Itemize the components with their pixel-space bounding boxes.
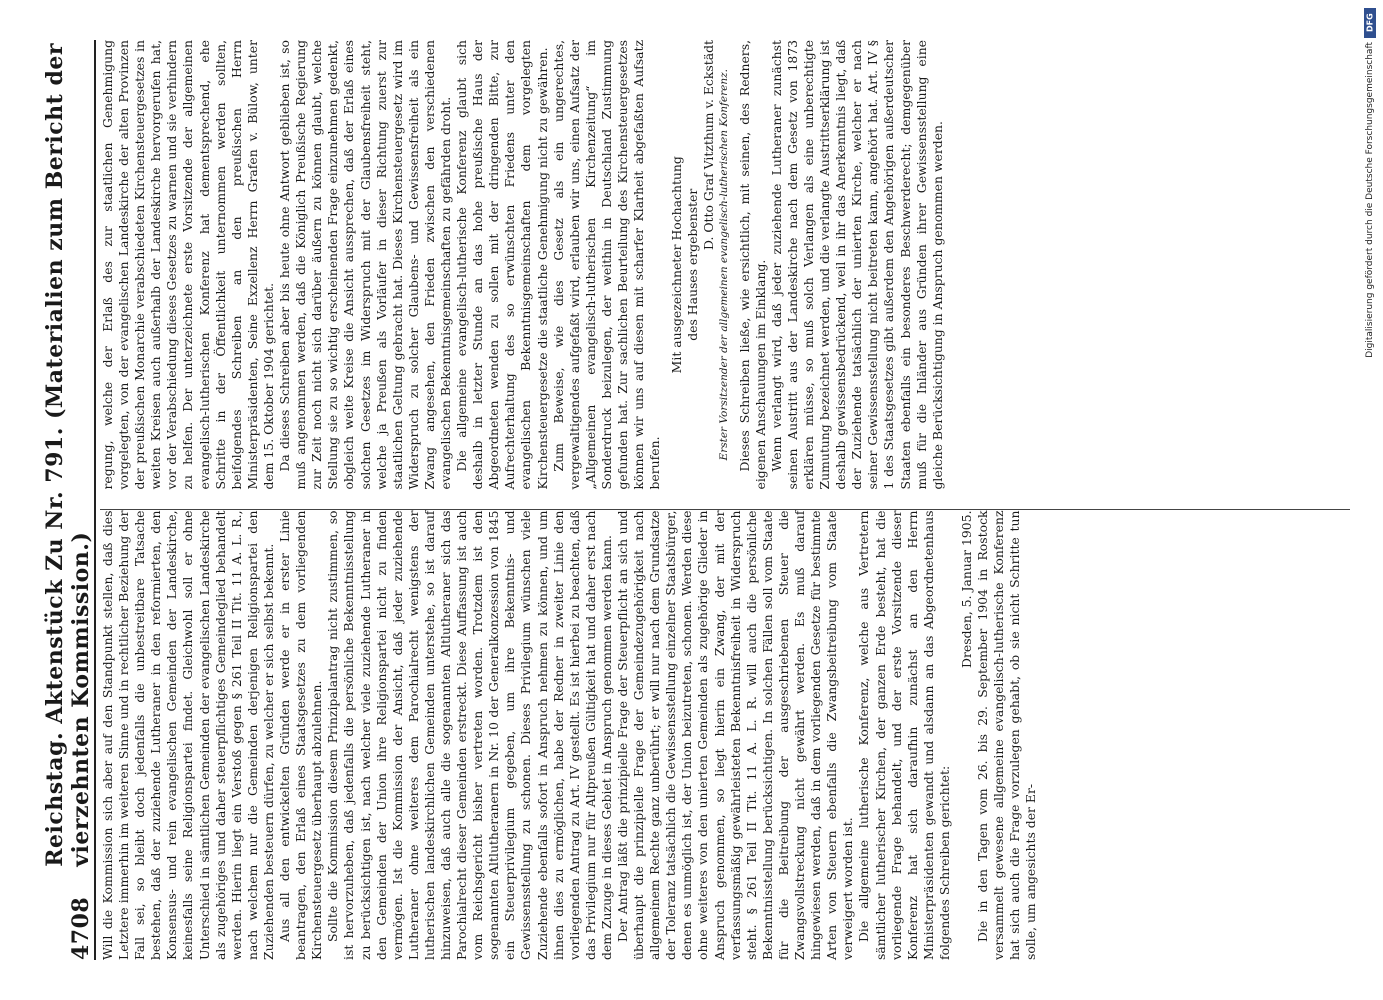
page-number: 4708 [68, 896, 94, 960]
text-columns [100, 40, 1350, 960]
dfg-logo: DFG [1364, 8, 1376, 38]
signature-title: Erster Vorsitzender der allgemeinen evangelisch-lutherischen Konferenz. [717, 69, 730, 461]
paragraph: Zum Beweise, wie dies Gesetz als ein ungerechtes, vergewaltigendes aufgefaßt wird, erlauben wir uns, einen Aufsatz der „Allgemeinen evangelisch-lutherischen Kirchenzeitung“ im Sonderdruck beizulegen, der weithin in Deutschland Zustimmung gefunden hat. Zur sachlichen Beurteilung des Kirchensteuergesetzes können wir uns auf diesen mit scharfer Klarheit abgefaßten Aufsatz berufen. [550, 39, 663, 490]
paragraph: Will die Kommission sich aber auf den Standpunkt stellen, daß dies Letztere immerhin im weiteren Sinne und in rechtlicher Beziehung der Fall sei, so bleibt doch jedenfalls die unbestreitbare Tatsache bestehen, daß der zuziehende Lutheraner in den reformierten, den Konsensus- und rein evangelischen Gemeinden der Landeskirche, keinesfalls seine Religionspartei findet. Gleichwohl soll er ohne Unterschied in sämtlichen Gemeinden der evangelischen Landeskirche als zugehöriges und daher steuerpflichtiges Gemeindeglied behandelt werden. Hierin liegt ein Verstoß gegen § 261 Teil II Tit. 11 A. L. R., nach welchem nur die Gemeinden derjenigen Religionspartei den Zuziehenden besteuern dürfen, zu welcher er sich selbst bekennt. [100, 510, 276, 960]
dateline: Dresden, 5. Januar 1905. [958, 510, 974, 668]
column-divider [100, 490, 1350, 511]
closing-phrase: des Hauses ergebenster [685, 188, 701, 341]
paragraph: Aus all den entwickelten Gründen werde er in erster Linie beantragen, den Erlaß eines Staatsgesetzes zu dem vorliegenden Kirchensteuergesetz überhaupt abzulehnen. [277, 510, 325, 960]
right-column [100, 40, 1350, 490]
paragraph: Die in den Tagen vom 26. bis 29. September 1904 in Rostock versammelt gewesene allgemeine evangelisch-lutherische Konferenz hat sich auch die Frage vorzulegen gehabt, ob sie nicht Schritte tun solle, um angesichts der Er- [975, 510, 1039, 960]
paragraph: Da dieses Schreiben aber bis heute ohne Antwort geblieben ist, so muß angenommen werden, daß die Königlich Preußische Regierung zur Zeit noch nicht sich darüber äußern zu können glaubt, welche Stellung sie zu so wichtig erscheinenden Frage einzunehmen gedenkt, obgleich weite Kreise die Ansicht aussprechen, daß der Erlaß eines solchen Gesetzes im Widerspruch mit der Glaubensfreiheit steht, welche ja Preußen als Vorläufer in dieser Richtung zuerst zur staatlichen Geltung gebracht hat. Dieses Kirchensteuergesetz wird im Widerspruch zu solcher Glaubens- und Gewissensfreiheit als ein Zwang angesehen, den Frieden zwischen den verschiedenen evangelischen Bekenntnisgemeinschaften zu gefährden droht. [277, 39, 453, 490]
credit-text: Digitalisierung gefördert durch die Deutsche Forschungsgemeinschaft [1365, 42, 1375, 358]
running-title: Reichstag. Aktenstück Zu Nr. 791. (Materialien zum Bericht der vierzehnten Kommission.) [42, 43, 94, 867]
paragraph: regung, welche der Erlaß des zur staatlichen Genehmigung vorgelegten, von der evangelischen Landeskirche der alten Provinzen der preußischen Monarchie verabschiedeten Kirchensteuergesetzes in weiten Kreisen auch außerhalb der Landeskirche hervorgerufen hat, vor der Verabschiedung dieses Gesetzes zu warnen und sie verhindern zu helfen. Der unterzeichnete erste Vorsitzende der allgemeinen evangelisch-lutherischen Konferenz hat dementsprechend, ehe Schritte in der Öffentlichkeit unternommen werden sollten, beifolgendes Schreiben an den preußischen Herrn Ministerpräsidenten, Seine Exzellenz Herrn Grafen v. Bülow, unter dem 15. Oktober 1904 gerichtet. [100, 39, 276, 490]
paragraph: Dieses Schreiben ließe, wie ersichtlich, mit seinen, des Redners, eigenen Anschauungen im Einklang. [736, 39, 768, 490]
salutation: Mit ausgezeichneter Hochachtung [669, 156, 685, 374]
paragraph: Wenn verlangt wird, daß jeder zuziehende Lutheraner zunächst seinen Austritt aus der Landeskirche nach dem Gesetz von 1873 erklären müsse, so muß solch Verlangen als eine unberechtigte Zumutung bezeichnet werden, und die verlangte Austrittserklärung ist deshalb gewissensbedrückend, weil in ihr das Anerkenntnis liegt, daß der Zuziehende tatsächlich der unierten Kirche, welcher er nach seiner Gewissensstellung nicht beitreten kann, angehört hat. Art. IV § 1 des Staatsgesetzes gibt außerdem den Angehörigen außerdeutscher Staaten ebenfalls ein besonderes Beschwerderecht; demgegenüber muß für die Inländer aus Gründen ihrer Gewissensstellung eine gleiche Berücksichtigung in Anspruch genommen werden. [768, 39, 945, 490]
signature: D. Otto Graf Vitzthum v. Eckstädt [701, 39, 717, 250]
paragraph: Die allgemeine evangelisch-lutherische Konferenz glaubt sich deshalb in letzter Stunde an das hohe preußische Haus der Abgeordneten wenden zu sollen mit der dringenden Bitte, zur Aufrechterhaltung des so erwünschten Friedens unter den evangelischen Bekenntnisgemeinschaften dem vorgelegten Kirchensteuergesetze die staatliche Genehmigung nicht zu gewähren. [454, 39, 550, 490]
left-column [100, 510, 1350, 960]
paragraph: Die allgemeine lutherische Konferenz, welche aus Vertretern sämtlicher lutherischer Kirchen, der ganzen Erde besteht, hat die vorliegende Frage behandelt, und der erste Vorsitzende dieser Konferenz hat sich daraufhin zunächst an den Herrn Ministerpräsidenten gewandt und alsdann an das Abgeordnetenhaus folgendes Schreiben gerichtet: [856, 510, 952, 960]
page-header [42, 40, 96, 960]
paragraph: Der Antrag läßt die prinzipielle Frage der Steuerpflicht an sich und überhaupt die prinzipielle Frage der Gemeindezugehörigkeit nach allgemeinem Rechte ganz unberührt; er will nur nach dem Grundsatze der Toleranz tatsächlich die Gewissensstellung einzelner Staatsbürger, denen es unmöglich ist, der Union beizutreten, schonen. Werden diese ohne weiteres von den unierten Gemeinden als zugehörige Glieder in Anspruch genommen, so liegt hierin ein Zwang, der mit der verfassungsmäßig gewährleisteten Bekenntnisfreiheit in Widerspruch steht. § 261 Teil II Tit. 11 A. L. R. will auch die persönliche Bekenntnisstellung berücksichtigen. In solchen Fällen soll vom Staate für die Beitreibung der ausgeschriebenen Steuer die Zwangsvollstreckung nicht gewährt werden. Es muß darauf hingewiesen werden, daß in dem vorliegenden Gesetze für bestimmte Arten von Steuern ebenfalls die Zwangsbeitreibung vom Staate verweigert worden ist. [615, 510, 856, 960]
paragraph: Sollte die Kommission diesem Prinzipalantrag nicht zustimmen, so ist hervorzuheben, daß jedenfalls die persönliche Bekenntnisstellung zu berücksichtigen ist, nach welcher viele zuziehende Lutheraner in den Gemeinden der Union ihre Religionspartei nicht zu finden vermögen. Ist die Kommission der Ansicht, daß jeder zuziehende Lutheraner ohne weiteres dem Parochialrecht wenigstens der lutherischen landeskirchlichen Gemeinden unterstehe, so ist darauf hinzuweisen, daß auch alle die sogenannten Altlutheraner sich das Parochialrecht dieser Gemeinden erstreckt. Diese Auffassung ist auch vom Reichsgericht bisher vertreten worden. Trotzdem ist den sogenannten Altlutheranern in Nr. 10 der Generalkonzession von 1845 ein Steuerprivilegium gegeben, um ihre Bekenntnis- und Gewissensstellung zu schonen. Dieses Privilegium wünschen viele Zuziehende ebenfalls sofort in Anspruch nehmen zu können, und um ihnen dies zu ermöglichen, habe der Redner in zweiter Linie den vorliegenden Antrag zu Art. IV gestellt. Es ist hierbei zu beachten, daß das Privilegium nur für Altpreußen Gültigkeit hat und daher erst nach dem Zuzuge in dieses Gebiet in Anspruch genommen werden kann. [325, 510, 614, 960]
digitization-credit [1363, 8, 1377, 698]
